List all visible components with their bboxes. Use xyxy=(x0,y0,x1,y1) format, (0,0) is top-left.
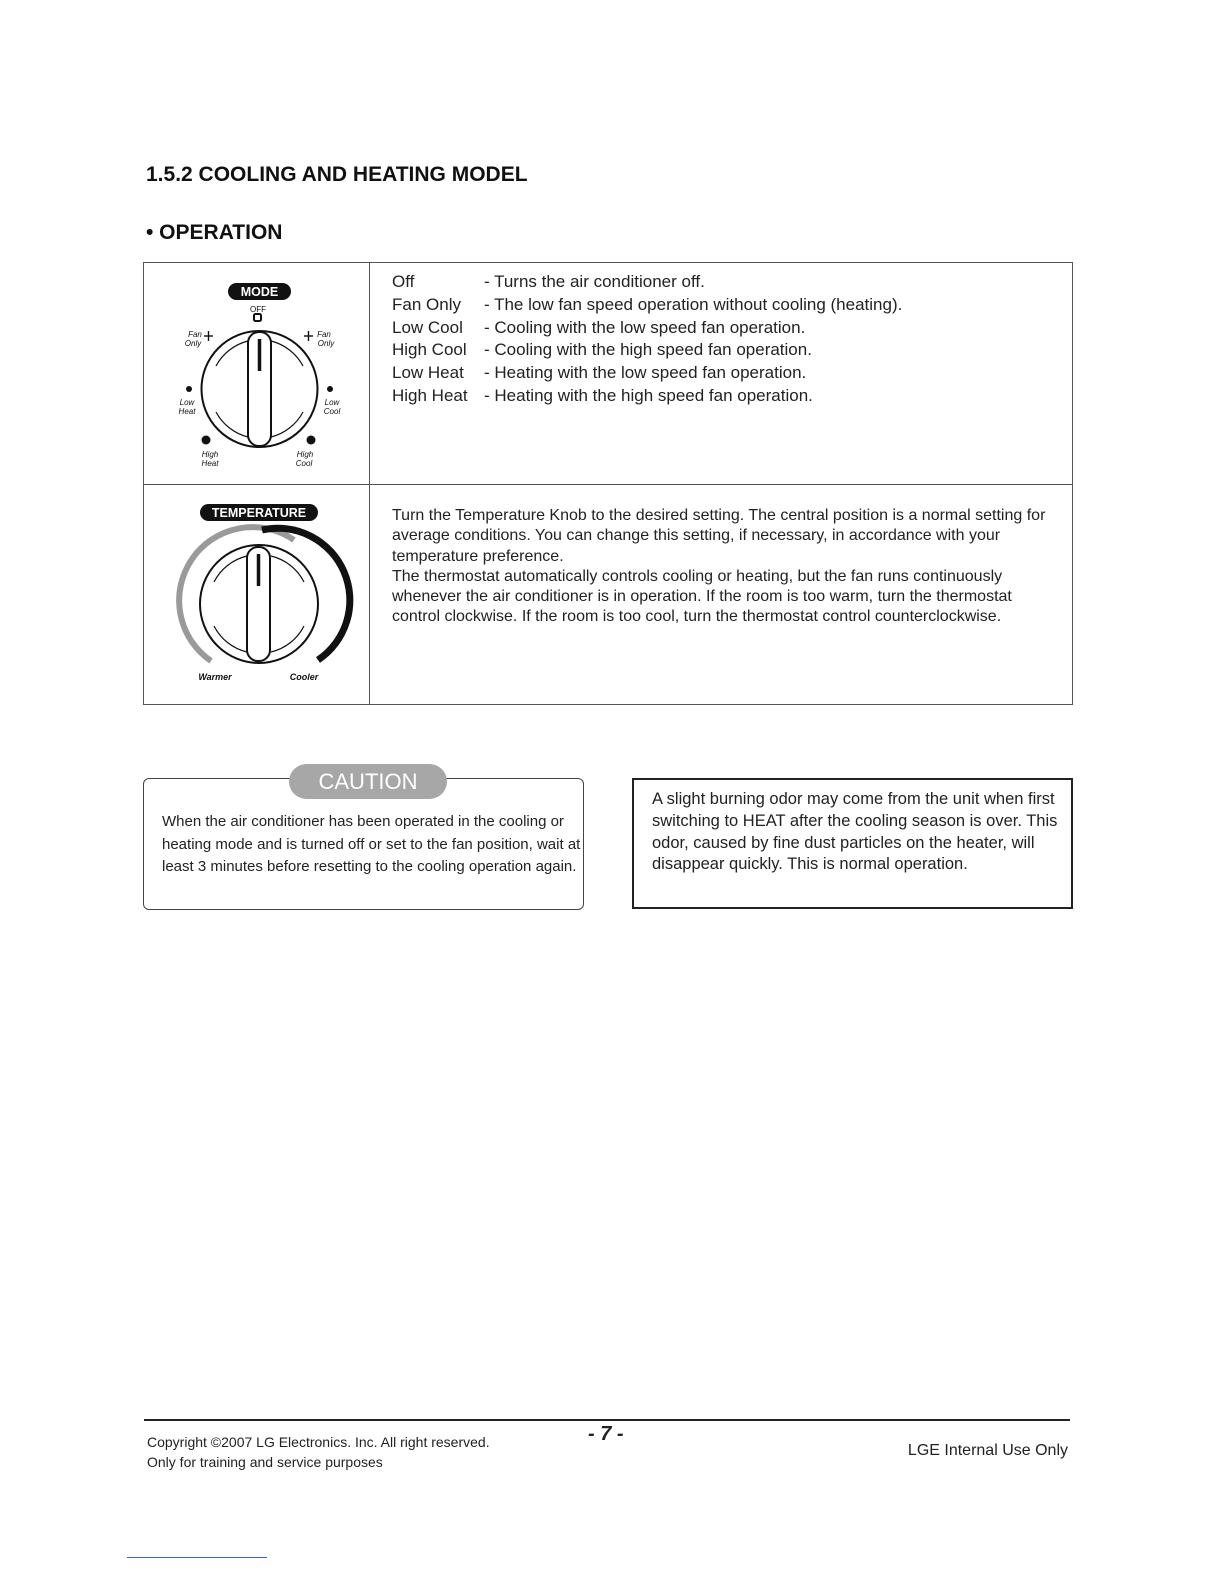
mode-item xyxy=(392,339,902,362)
low-cool-line2: Cool xyxy=(323,407,341,416)
temperature-paragraph: Turn the Temperature Knob to the desired setting. The central position is a normal setting for average conditions. You can change this setting, if necessary, in accordance with your temperature preference. xyxy=(392,507,1046,565)
note-text: A slight burning odor may come from the unit when first switching to HEAT after the cooling season is over. This odor, caused by fine dust particles on the heater, will disappear quickly. This is normal operation. xyxy=(652,790,1058,874)
off-label: OFF xyxy=(250,305,266,314)
high-cool-line2: Cool xyxy=(295,459,313,468)
mode-item xyxy=(392,362,902,385)
mode-item xyxy=(392,271,902,294)
mode-item xyxy=(392,294,902,317)
operation-table xyxy=(143,262,1073,705)
cooler-label: Cooler xyxy=(289,672,319,682)
high-heat-line1: High xyxy=(201,450,219,459)
low-cool-line1: Low xyxy=(324,398,340,407)
high-cool-dot-icon xyxy=(307,436,316,445)
section-title: 1.5.2 COOLING AND HEATING MODEL xyxy=(146,163,528,186)
copyright-notice xyxy=(147,1432,490,1472)
temperature-row xyxy=(144,484,1072,704)
temperature-badge-label: TEMPERATURE xyxy=(211,506,307,520)
mode-descriptions-cell xyxy=(370,263,1072,484)
training-line: Only for training and service purposes xyxy=(147,1454,383,1470)
subsection-title: • OPERATION xyxy=(146,221,283,244)
high-heat-line2: Heat xyxy=(201,459,219,468)
mode-name: Fan Only xyxy=(392,294,461,314)
mode-name: Off xyxy=(392,272,415,291)
mode-name: High Heat xyxy=(392,385,468,405)
mode-name: Low Heat xyxy=(392,363,464,383)
caution-box xyxy=(143,769,584,910)
page-number: - 7 - xyxy=(588,1423,624,1445)
fan-only-left-line2: Only xyxy=(184,339,202,348)
warmer-label: Warmer xyxy=(198,672,232,682)
temperature-knob-diagram xyxy=(144,484,369,704)
internal-use-label: LGE Internal Use Only xyxy=(907,1442,1068,1459)
temperature-paragraph: The thermostat automatically controls cooling or heating, but the fan runs continuously whenever the air conditioner is in operation. If the room is too warm, turn the thermostat control clockwise. If the room is too cool, turn the thermostat control counterclockwise. xyxy=(392,567,1012,626)
temperature-knob-cell xyxy=(144,484,370,704)
fan-only-left-line1: Fan xyxy=(188,330,202,339)
caution-text: When the air conditioner has been operated in the cooling or heating mode and is turned off or set to the fan position, wait at least 3 minutes before resetting to the cooling operation again. xyxy=(162,813,581,875)
mode-badge-label: MODE xyxy=(240,285,279,299)
fan-only-right-line2: Only xyxy=(317,339,335,348)
low-cool-dot-icon xyxy=(327,386,333,392)
temperature-description xyxy=(392,506,1064,628)
fan-left-plus-icon xyxy=(204,331,213,341)
high-heat-dot-icon xyxy=(202,436,211,445)
footer-divider xyxy=(144,1419,1070,1421)
fan-right-plus-icon xyxy=(304,331,313,341)
mode-list xyxy=(392,271,902,408)
mode-desc: - Heating with the low speed fan operation. xyxy=(484,363,807,383)
mode-knob-cell xyxy=(144,263,370,484)
off-indicator-icon xyxy=(254,314,261,321)
mode-item xyxy=(392,385,902,408)
copyright-line: Copyright ©2007 LG Electronics. Inc. All right reserved. xyxy=(147,1434,490,1450)
caution-badge: CAUTION xyxy=(289,764,447,799)
mode-desc: - Cooling with the high speed fan operation. xyxy=(484,340,812,360)
mode-name: High Cool xyxy=(392,340,467,360)
low-heat-dot-icon xyxy=(186,386,192,392)
note-box xyxy=(632,778,1073,909)
temperature-description-cell xyxy=(370,484,1072,704)
mode-knob-diagram xyxy=(144,263,369,484)
mode-desc: - Turns the air conditioner off. xyxy=(484,272,705,291)
mode-name: Low Cool xyxy=(392,317,463,337)
mode-desc: - Cooling with the low speed fan operation. xyxy=(484,317,806,337)
fan-only-right-line1: Fan xyxy=(317,330,331,339)
low-heat-line1: Low xyxy=(179,398,195,407)
link-underline xyxy=(127,1557,267,1558)
low-heat-line2: Heat xyxy=(178,407,196,416)
mode-item xyxy=(392,317,902,340)
mode-row xyxy=(144,263,1072,485)
high-cool-line1: High xyxy=(296,450,314,459)
mode-desc: - Heating with the high speed fan operation. xyxy=(484,385,813,405)
mode-desc: - The low fan speed operation without cooling (heating). xyxy=(484,294,903,314)
